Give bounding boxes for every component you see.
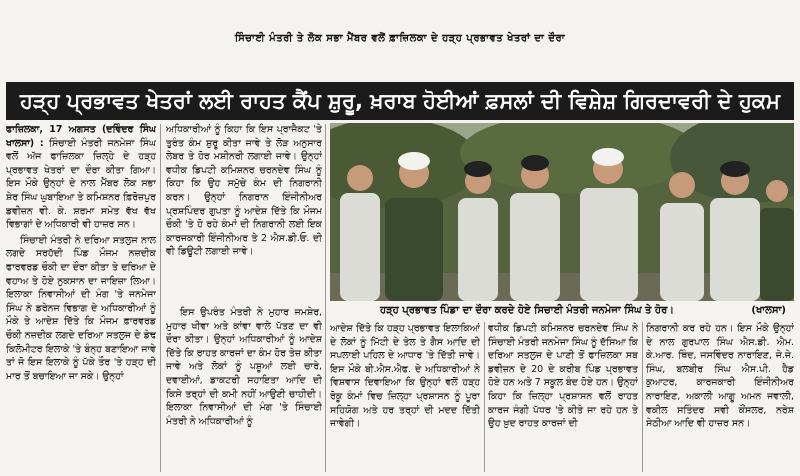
- article-paragraph: ਅਧਿਕਾਰੀਆਂ ਨੂੰ ਕਿਹਾ ਕਿ ਇਸ ਪ੍ਰਾਜੈਕਟ 'ਤੇ ਤੁਰੰਤ ਕੰਮ ਸ਼ੁਰੂ ਕੀਤਾ ਜਾਵੇ ਤੇ ਲੋੜ ਅਨੁਸਾਰ ਲੇਬਰ ਤੇ ਹੋਰ ਮਸ਼ੀਨਰੀ ਲਗਾਈ ਜਾਵੇ। ਉਨ੍ਹਾਂ ਵਧੀਕ ਡਿਪਟੀ ਕਮਿਸ਼ਨਰ ਚਰਨਦੇਵ ਸਿੰਘ ਨੂੰ ਕਿਹਾ ਕਿ ਉਹ ਸਮੁੱਚੇ ਕੰਮ ਦੀ ਨਿਗਰਾਨੀ ਕਰਨ। ਉਨ੍ਹਾਂ ਨਿਗਰਾਨ ਇੰਜੀਨੀਅਰ ਪ੍ਰਸ਼ਪਿੰਦਰ ਗੁਪਤਾ ਨੂੰ ਆਦੇਸ਼ ਦਿੱਤੇ ਕਿ ਮੌਜਮ ਚੌਕੀ 'ਤੇ ਹੋ ਰਹੇ ਕੰਮਾਂ ਦੀ ਨਿਗਰਾਨੀ ਲਈ ਇਕ ਕਾਰਜਕਾਰੀ ਇੰਜੀਨੀਅਰ ਤੇ 2 ਐਸ.ਡੀ.ਓ. ਦੀ ਵੀ ਡਿਊਟੀ ਲਗਾਈ ਜਾਵੇ।: [166, 124, 322, 258]
- article-paragraph: ਆਦੇਸ਼ ਦਿੱਤੇ ਕਿ ਹੜ੍ਹ ਪ੍ਰਭਾਵਤ ਇਲਾਕਿਆਂ ਦੇ ਲੋਕਾਂ ਨੂੰ ਮਿੱਟੀ ਦੇ ਤੇਲ ਤੇ ਗੈਸ ਆਦਿ ਦੀ ਸਪਲਾਈ ਪਹਿਲ ਦੇ ਆਧਾਰ 'ਤੇ ਦਿੱਤੀ ਜਾਵੇ। ਇਸ ਮੌਕੇ ਬੀ.ਐਸ.ਐਫ. ਦੇ ਅਧਿਕਾਰੀਆਂ ਨੇ ਵਿਸ਼ਵਾਸ ਦਿਵਾਇਆ ਕਿ ਉਨ੍ਹਾਂ ਵਲੋਂ ਹੜ੍ਹ ਰੋਕੂ ਕੰਮਾਂ ਵਿਚ ਜ਼ਿਲ੍ਹਾ ਪ੍ਰਸ਼ਾਸਨ ਨੂੰ ਪੂਰਾ ਸਹਿਯੋਗ ਅਤੇ ਹਰ ਤਰ੍ਹਾਂ ਦੀ ਮਦਦ ਦਿੱਤੀ ਜਾਵੇਗੀ।: [330, 323, 480, 430]
- byline-paragraph: [6, 123, 156, 232]
- caption-text: ਹੜ੍ਹ ਪ੍ਰਭਾਵਤ ਪਿੰਡਾ ਦਾ ਦੌਰਾ ਕਰਦੇ ਹੋਏ ਸਿਚਾਈ ਮੰਤਰੀ ਜਨਮੇਜਾ ਸਿੰਘ ਤੇ ਹੋਰ।: [380, 304, 675, 316]
- column-divider: [642, 322, 643, 472]
- article-paragraph: ਨਿਗਰਾਨੀ ਕਰ ਰਹੇ ਹਨ। ਇਸ ਮੌਕੇ ਉਨ੍ਹਾਂ ਦੇ ਨਾਲ ਗੁਰਪਾਲ ਸਿੰਘ ਐਸ.ਡੀ. ਐਮ. ਕੇ.ਆਰ. ਥਿੰਦ, ਜਸਵਿੰਦਰ ਨਾਰਾਇਣ, ਜੇ.ਜੇ. ਸਿੰਘ, ਬਲਬੀਰ ਸਿੰਘ ਐਸ.ਪੀ. ਹੈਡ ਕੁਆਟਰ, ਕਾਰਜਕਾਰੀ ਇੰਜੀਨੀਅਰ ਨਾਰਾਇਣ, ਅਕਾਲੀ ਆਗੂ ਅਮਨ ਜਵਾਲੀ, ਵਕੀਲ ਸਤਿੰਦਰ ਸਵੀ ਕੌਂਸਲਰ, ਨਰੇਸ਼ ਸੇਠੀਆ ਆਦਿ ਵੀ ਹਾਜ਼ਰ ਸਨ।: [646, 323, 794, 430]
- news-photo-illustration: [330, 123, 794, 301]
- column-divider: [325, 124, 326, 472]
- dateline: ਫਾਜ਼ਿਲਕਾ, 17 ਅਗਸਤ (ਦਵਿੰਦਰ ਸਿੰਘ ਖਾਲਸਾ) :: [6, 124, 156, 149]
- headline: ਸਿੰਚਾਈ ਮੰਤਰੀ ਤੇ ਲੋਕ ਸਭਾ ਮੈਂਬਰ ਵਲੋਂ ਫ਼ਾਜ਼ਿਲਕਾ ਦੇ ਹੜ੍ਹ ਪ੍ਰਭਾਵਤ ਖੇਤਰਾਂ ਦਾ ਦੌਰਾ: [234, 33, 566, 44]
- photo-caption: [330, 302, 794, 318]
- article-paragraph: ਇਸ ਉਪਰੰਤ ਮੰਤਰੀ ਨੇ ਮੁਹਾਰ ਜਮਸ਼ੇਰ, ਮੁਹਾਰ ਖੀਵਾ ਅਤੇ ਕਾਂਵਾ ਵਾਲੇ ਪੱਤਣ ਦਾ ਵੀ ਦੌਰਾ ਕੀਤਾ। ਉਨ੍ਹਾਂ ਅਧਿਕਾਰੀਆਂ ਨੂੰ ਆਦੇਸ਼ ਦਿੱਤੇ ਕਿ ਰਾਹਤ ਕਾਰਜਾਂ ਦਾ ਕੰਮ ਹੋਰ ਤੇਜ਼ ਕੀਤਾ ਜਾਵੇ ਅਤੇ ਲੋਕਾਂ ਨੂੰ ਪਸ਼ੂਆਂ ਲਈ ਚਾਰੇ, ਦਵਾਈਆਂ, ਡਾਕਟਰੀ ਸਹਾਇਤਾ ਆਦਿ ਦੀ ਕਿਸੇ ਤਰ੍ਹਾਂ ਦੀ ਕਮੀ ਨਹੀਂ ਆਉਣੀ ਚਾਹੀਦੀ। ਇਲਾਕਾ ਨਿਵਾਸੀਆਂ ਦੀ ਮੰਗ 'ਤੇ ਸਿੰਚਾਈ ਮੰਤਰੀ ਨੇ ਅਧਿਕਾਰੀਆਂ ਨੂੰ: [166, 307, 322, 427]
- article-column-3: [330, 322, 480, 472]
- photo-credit: (ਖਾਲਸਾ): [751, 304, 786, 316]
- article-paragraph: ਸਿੰਚਾਈ ਮੰਤਰੀ ਜਨਮੇਜਾ ਸਿੰਘ ਵਲੋਂ ਅੱਜ ਫਾਜ਼ਿਲਕਾ ਜ਼ਿਲ੍ਹੇ ਦੇ ਹੜ੍ਹ ਪ੍ਰਭਾਵਤ ਖੇਤਰਾਂ ਦਾ ਦੌਰਾ ਕੀਤਾ ਗਿਆ। ਇਸ ਮੌਕੇ ਉਨ੍ਹਾਂ ਦੇ ਨਾਲ ਮੈਂਬਰ ਲੋਕ ਸਭਾ ਸ਼ੇਰ ਸਿੰਘ ਘੁਬਾਇਆ ਤੇ ਕਮਿਸ਼ਨਰ ਫ਼ਿਰੋਜ਼ਪੁਰ ਡਵੀਜ਼ਨ ਵੀ. ਕੇ. ਸ਼ਰਮਾ ਸਮੇਤ ਵੱਖ ਵੱਖ ਵਿਭਾਗਾਂ ਦੇ ਅਧਿਕਾਰੀ ਵੀ ਹਾਜ਼ਰ ਸਨ।: [6, 137, 156, 231]
- news-photo: [330, 123, 794, 301]
- article-column-1: [6, 123, 156, 472]
- subheadline: ਹੜ੍ਹ ਪ੍ਰਭਾਵਤ ਖੇਤਰਾਂ ਲਈ ਰਾਹਤ ਕੈਂਪ ਸ਼ੁਰੂ, ਖ਼ਰਾਬ ਹੋਈਆਂ ਫ਼ਸਲਾਂ ਦੀ ਵਿਸ਼ੇਸ਼ ਗਿਰਦਾਵਰੀ ਦੇ ਹੁਕਮ: [19, 88, 780, 113]
- column-divider: [160, 124, 161, 472]
- article-column-2: [166, 123, 322, 304]
- article-paragraph: ਸਿੰਚਾਈ ਮੰਤਰੀ ਨੇ ਦਰਿਆ ਸਤਲੁਜ ਨਾਲ ਲਗਦੇ ਸਰਹੱਦੀ ਪਿੰਡ ਮੌਜਮ ਨਜ਼ਦੀਕ ਫਾਰਵਰਡ ਚੌਕੀ ਦਾ ਦੌਰਾ ਕੀਤਾ ਤੇ ਦਰਿਆ ਦੇ ਵਹਾਅ ਤੇ ਹੋਏ ਨੁਕਸਾਨ ਦਾ ਜਾਇਜ਼ਾ ਲਿਆ। ਇਲਾਕਾ ਨਿਵਾਸੀਆਂ ਦੀ ਮੰਗ 'ਤੇ ਜਨਮੇਜਾ ਸਿੰਘ ਨੇ ਡਰੇਨਜ ਵਿਭਾਗ ਦੇ ਅਧਿਕਾਰੀਆਂ ਨੂੰ ਮੌਕੇ ਤੇ ਆਦੇਸ਼ ਦਿੱਤੇ ਕਿ ਮੌਜਮ ਫ਼ਾਰਵਰਡ ਚੌਕੀ ਨਜ਼ਦੀਕ ਲਗਦੇ ਦਰਿਆ ਸਤਲੁਜ ਦੇ ਡੇਢ ਕਿਲੋਮੀਟਰ ਇਲਾਕੇ 'ਤੇ ਬੰਨ੍ਹ ਬਣਾਇਆ ਜਾਵੇ ਤਾਂ ਜੋ ਇਸ ਇਲਾਕੇ ਨੂੰ ਪੱਕੇ ਤੌਰ 'ਤੇ ਹੜ੍ਹ ਦੀ ਮਾਰ ਤੋਂ ਬਚਾਇਆ ਜਾ ਸਕੇ। ਉਨ੍ਹਾਂ: [6, 234, 156, 382]
- article-column-5: [646, 322, 794, 472]
- article-paragraph: ਵਧੀਕ ਡਿਪਟੀ ਕਮਿਸ਼ਨਰ ਚਰਨਦੇਵ ਸਿੰਘ ਨੇ ਸਿੰਚਾਈ ਮੰਤਰੀ ਜਨਮੇਜਾ ਸਿੰਘ ਨੂੰ ਦੱਸਿਆ ਕਿ ਦਰਿਆ ਸਤਲੁਜ ਦੇ ਪਾਣੀ ਤੋਂ ਫਾਜ਼ਿਲਕਾ ਸਬ ਡਵੀਜ਼ਨ ਦੇ 20 ਦੇ ਕਰੀਬ ਪਿੰਡ ਪ੍ਰਭਾਵਤ ਹੋਏ ਹਨ ਅਤੇ 7 ਸਕੂਲ ਬੰਦ ਹੋਏ ਹਨ। ਉਨ੍ਹਾਂ ਕਿਹਾ ਕਿ ਜ਼ਿਲ੍ਹਾ ਪ੍ਰਸ਼ਾਸਨ ਵਲੋਂ ਰਾਹਤ ਕਾਰਜ ਜੰਗੀ ਪੱਧਰ 'ਤੇ ਕੀਤੇ ਜਾ ਰਹੇ ਹਨ ਤੇ ਉਹ ਖ਼ੁਦ ਰਾਹਤ ਕਾਰਜਾਂ ਦੀ: [488, 323, 638, 430]
- subheadline-bar: [6, 82, 794, 120]
- column-divider: [484, 322, 485, 472]
- article-column-2-lower: [166, 306, 322, 472]
- article-column-4: [488, 322, 638, 472]
